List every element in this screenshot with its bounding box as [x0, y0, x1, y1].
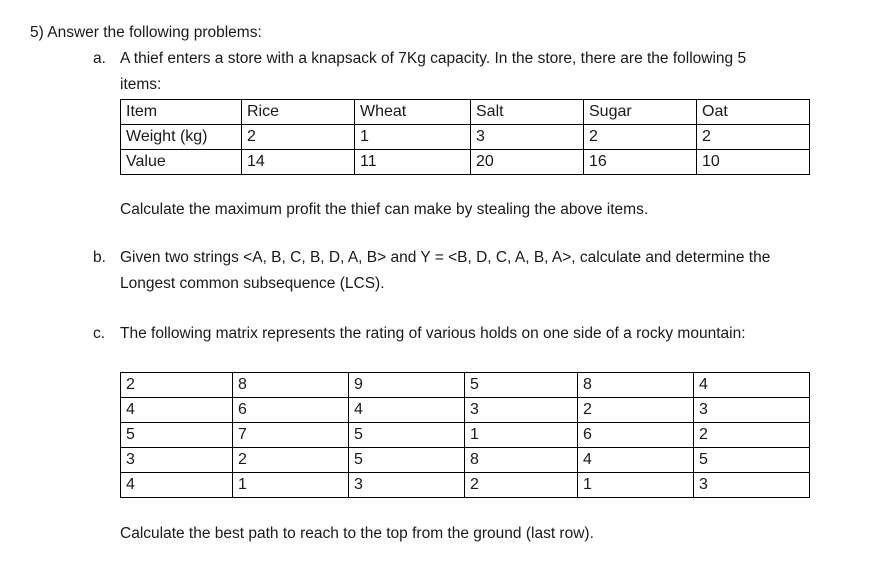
- table-cell: 14: [242, 150, 355, 175]
- knapsack-table-body: [121, 100, 810, 175]
- table-cell: 2: [121, 373, 233, 398]
- table-cell: 3: [694, 473, 810, 498]
- part-c-question: Calculate the best path to reach to the top from the ground (last row).: [120, 525, 594, 542]
- table-cell: 11: [355, 150, 471, 175]
- table-cell: 16: [584, 150, 697, 175]
- matrix-row: [121, 448, 810, 473]
- matrix-row: [121, 398, 810, 423]
- table-cell: 2: [233, 448, 349, 473]
- part-a-text-line1: A thief enters a store with a knapsack of 7Kg capacity. In the store, there are the following 5: [120, 50, 747, 67]
- part-a-question: Calculate the maximum profit the thief can make by stealing the above items.: [120, 201, 649, 218]
- table-cell: 8: [465, 448, 578, 473]
- part-a-label: a.: [93, 50, 106, 67]
- table-cell: 2: [465, 473, 578, 498]
- table-cell: 3: [465, 398, 578, 423]
- table-cell: Oat: [697, 100, 810, 125]
- part-a-text-line2: items:: [120, 76, 162, 93]
- table-cell: 1: [355, 125, 471, 150]
- part-c-text: The following matrix represents the rating of various holds on one side of a rocky mountain:: [120, 325, 746, 342]
- table-cell: 6: [233, 398, 349, 423]
- part-b-label: b.: [93, 249, 106, 266]
- knapsack-table: [120, 99, 810, 175]
- part-c-label: c.: [93, 325, 106, 342]
- holds-matrix-body: [121, 373, 810, 498]
- table-cell: 2: [694, 423, 810, 448]
- problem-heading: 5) Answer the following problems:: [30, 24, 262, 41]
- table-cell: 4: [121, 398, 233, 423]
- table-cell: 4: [578, 448, 694, 473]
- table-cell: 5: [465, 373, 578, 398]
- table-cell: 8: [233, 373, 349, 398]
- table-cell: 2: [578, 398, 694, 423]
- table-row: [121, 100, 810, 125]
- table-cell: 3: [349, 473, 465, 498]
- matrix-row: [121, 373, 810, 398]
- table-cell: 4: [349, 398, 465, 423]
- table-cell: 6: [578, 423, 694, 448]
- part-b-text-line1: Given two strings <A, B, C, B, D, A, B> and Y = <B, D, C, A, B, A>, calculate and determine the: [120, 249, 771, 266]
- table-cell: 2: [697, 125, 810, 150]
- table-cell: 10: [697, 150, 810, 175]
- table-cell: 5: [349, 423, 465, 448]
- table-cell: Item: [121, 100, 242, 125]
- table-cell: Salt: [471, 100, 584, 125]
- table-row: [121, 125, 810, 150]
- table-cell: 9: [349, 373, 465, 398]
- table-cell: 1: [578, 473, 694, 498]
- part-b-text-line2: Longest common subsequence (LCS).: [120, 275, 385, 292]
- table-cell: 7: [233, 423, 349, 448]
- table-row: [121, 150, 810, 175]
- table-cell: Value: [121, 150, 242, 175]
- table-cell: 5: [694, 448, 810, 473]
- matrix-row: [121, 473, 810, 498]
- table-cell: 4: [121, 473, 233, 498]
- table-cell: 3: [121, 448, 233, 473]
- table-cell: Rice: [242, 100, 355, 125]
- table-cell: Wheat: [355, 100, 471, 125]
- table-cell: 5: [349, 448, 465, 473]
- matrix-row: [121, 423, 810, 448]
- table-cell: 20: [471, 150, 584, 175]
- holds-matrix: [120, 372, 810, 498]
- table-cell: 5: [121, 423, 233, 448]
- table-cell: 3: [471, 125, 584, 150]
- table-cell: Sugar: [584, 100, 697, 125]
- table-cell: 4: [694, 373, 810, 398]
- table-cell: 1: [465, 423, 578, 448]
- table-cell: 1: [233, 473, 349, 498]
- table-cell: 3: [694, 398, 810, 423]
- table-cell: 2: [242, 125, 355, 150]
- table-cell: 8: [578, 373, 694, 398]
- table-cell: Weight (kg): [121, 125, 242, 150]
- table-cell: 2: [584, 125, 697, 150]
